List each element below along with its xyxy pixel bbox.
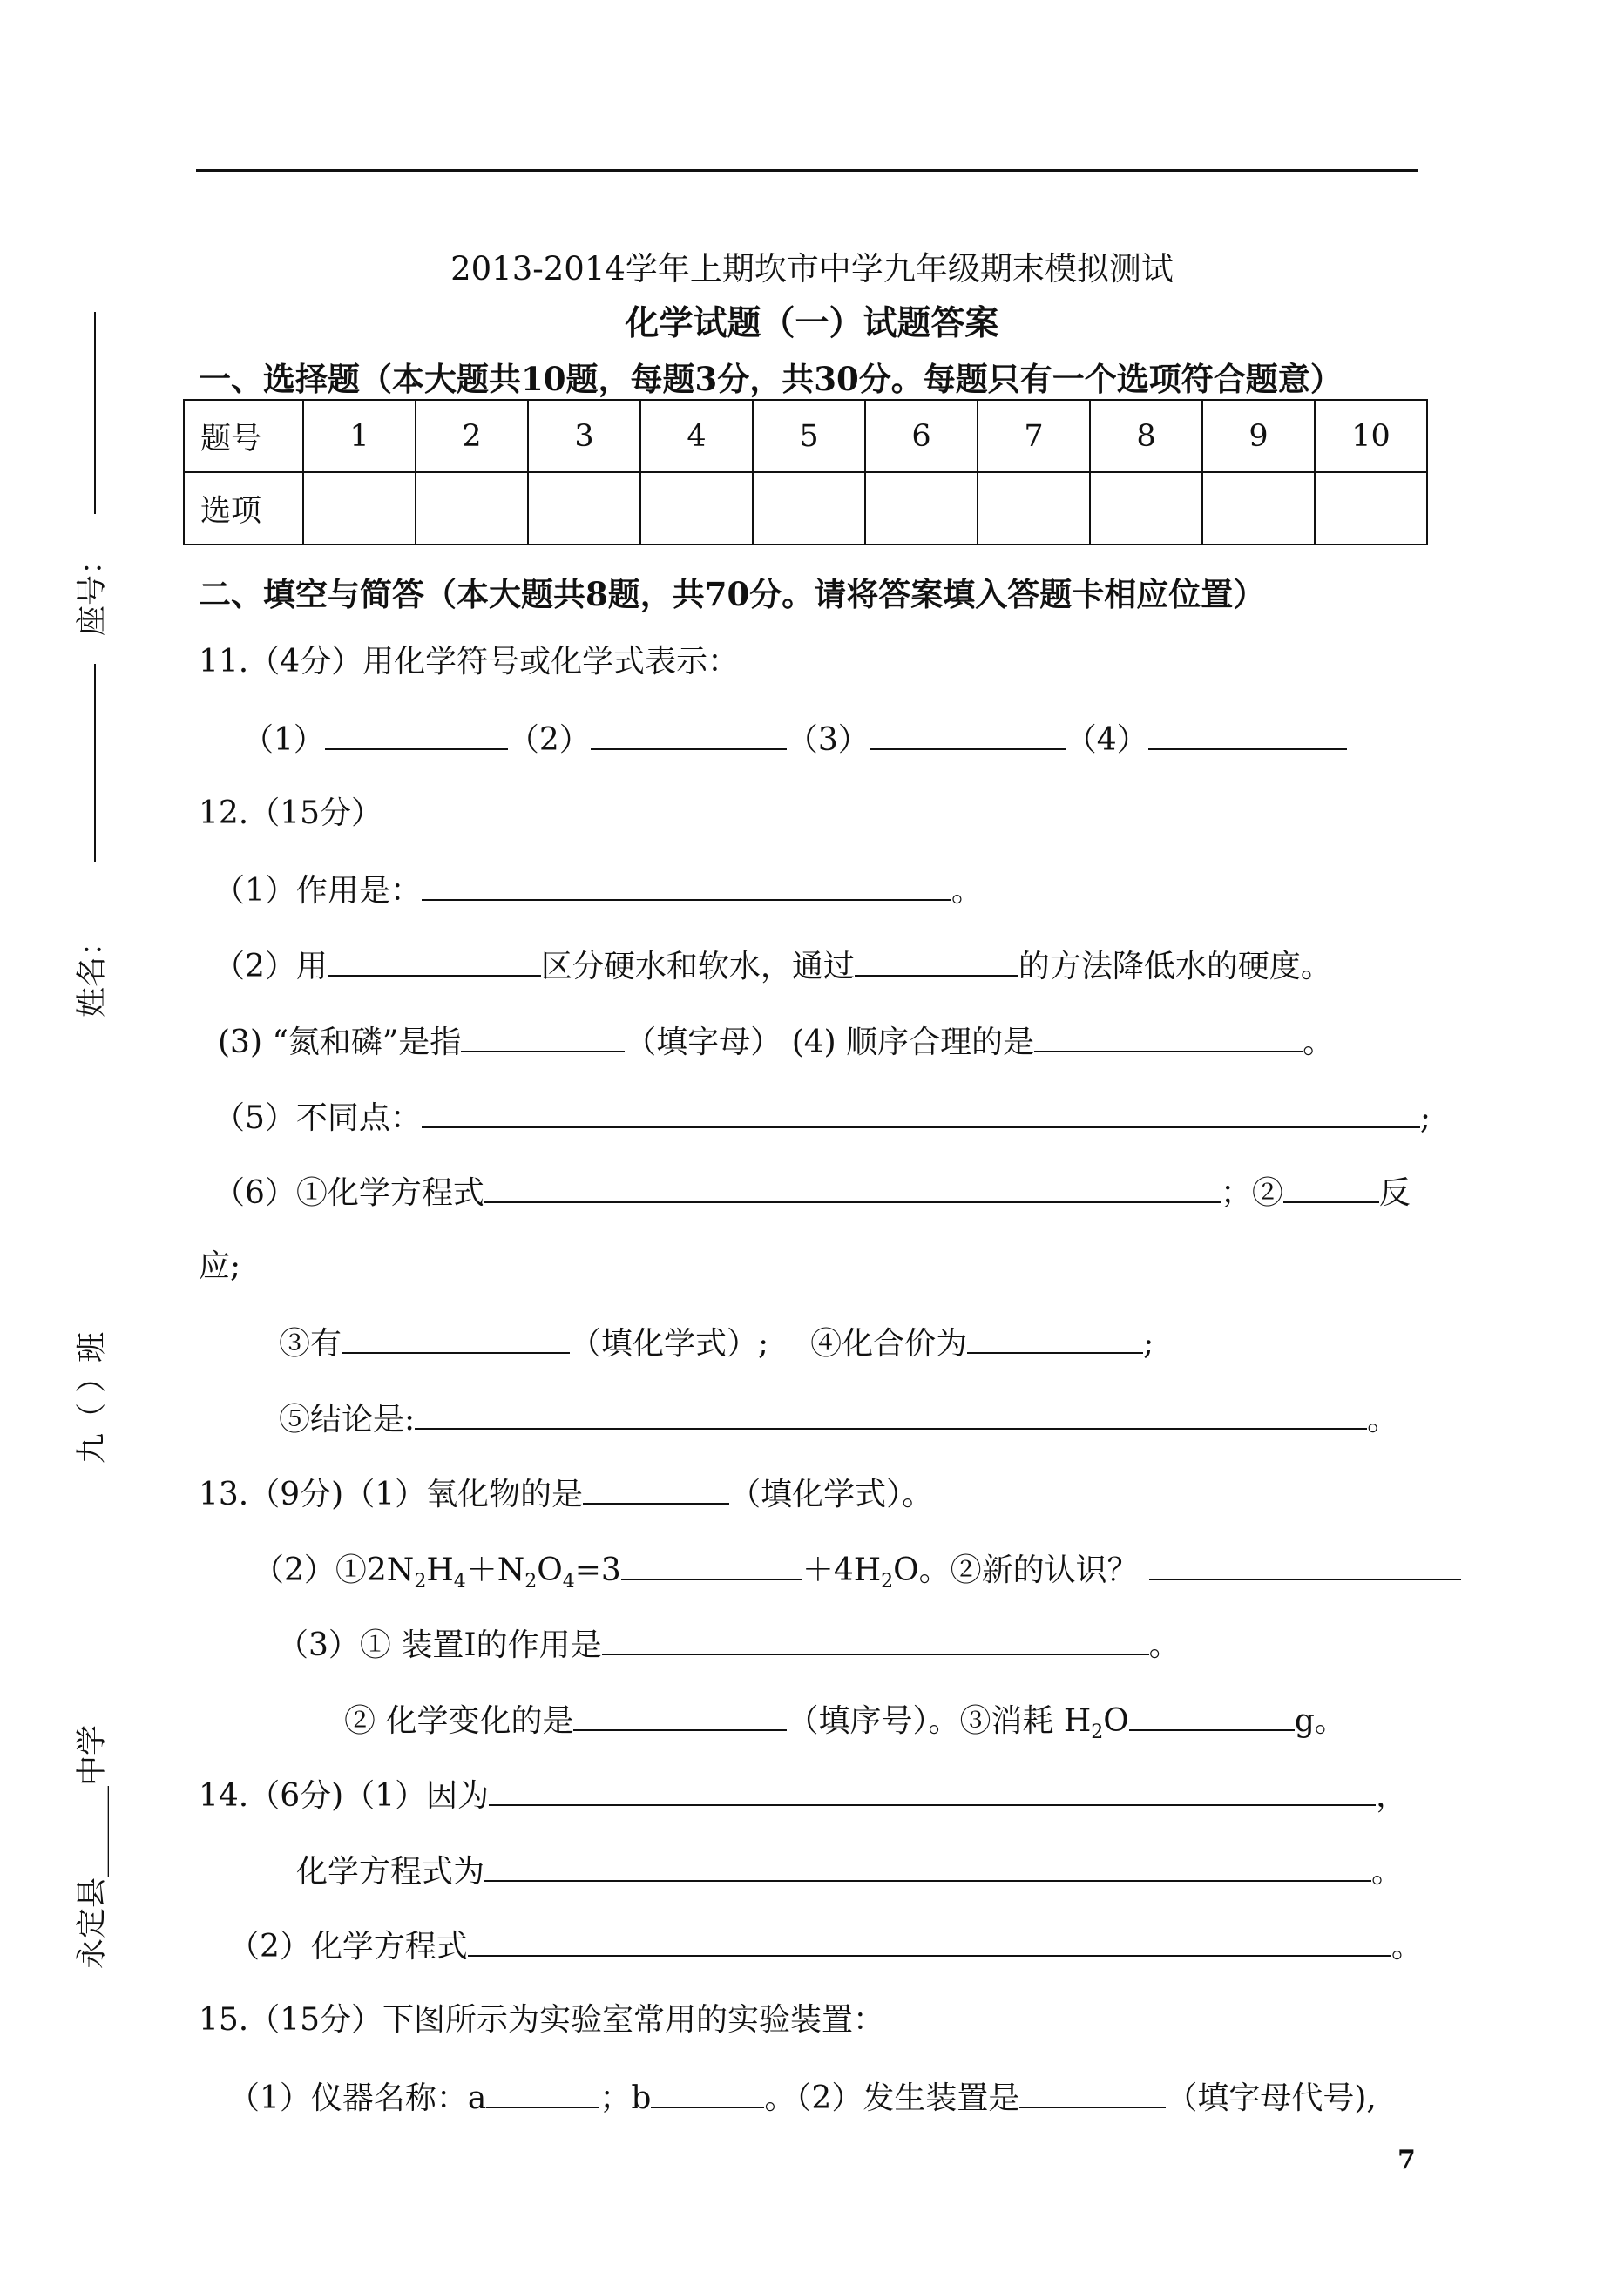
q13-blank-6[interactable] — [1129, 1700, 1295, 1731]
answer-cell[interactable] — [865, 472, 978, 545]
col-number: 4 — [640, 400, 753, 472]
text: （2）①2N — [253, 1552, 415, 1588]
q12-line8 — [279, 1398, 1398, 1439]
q15-stem: 15.（15分）下图所示为实验室常用的实验装置： — [199, 2002, 885, 2038]
q12-line3 — [218, 1021, 1334, 1062]
q12-line5 — [213, 1097, 1431, 1138]
q12-blank-9[interactable] — [342, 1322, 570, 1354]
q11-label-3: （3） — [786, 722, 870, 758]
text: ＋4H — [802, 1552, 882, 1588]
text: 。 — [1371, 1854, 1404, 1890]
section2-heading: 二、填空与简答（本大题共8题，共70分。请将答案填入答题卡相应位置） — [199, 575, 1266, 613]
q12-line6 — [213, 1172, 1411, 1213]
text: （2）用 — [213, 949, 328, 984]
q12-blank-11[interactable] — [415, 1398, 1367, 1430]
q14-line3 — [228, 1925, 1423, 1966]
text: 。 — [1303, 1025, 1335, 1060]
text: O。②新的认识？ — [893, 1552, 1139, 1588]
q12-blank-7[interactable] — [484, 1172, 1221, 1203]
answer-cell[interactable] — [303, 472, 416, 545]
q12-blank-1[interactable] — [422, 869, 951, 901]
text: (3) “氮和磷”是指 — [218, 1025, 462, 1060]
exam-title: 2013-2014学年上期坎市中学九年级期末模拟测试 — [450, 250, 1174, 287]
text: 反 — [1378, 1175, 1411, 1211]
q13-blank-1[interactable] — [583, 1473, 729, 1505]
text: ② 化学变化的是 — [344, 1703, 574, 1739]
text: 。 — [1148, 1627, 1181, 1663]
text: ; — [1419, 1100, 1431, 1136]
q14-line2 — [296, 1850, 1403, 1891]
text: ， — [1376, 1778, 1408, 1814]
col-number: 2 — [416, 400, 528, 472]
q14-blank-3[interactable] — [468, 1925, 1391, 1957]
text: 14.（6分)（1）因为 — [199, 1778, 490, 1814]
text: （填化学式）; — [570, 1326, 769, 1362]
text: ；b — [599, 2080, 652, 2116]
q13-blank-4[interactable] — [602, 1624, 1149, 1655]
name-label: 姓名： — [75, 925, 110, 1018]
subscript: 2 — [524, 1571, 538, 1593]
subscript: 2 — [881, 1571, 894, 1593]
row-label-number: 题号 — [184, 400, 303, 472]
text: （5）不同点： — [213, 1100, 422, 1136]
text: 的方法降低水的硬度。 — [1018, 949, 1332, 984]
col-number: 5 — [753, 400, 865, 472]
section1-heading: 一、选择题（本大题共10题，每题3分，共30分。每题只有一个选项符合题意） — [199, 360, 1343, 398]
q15-blank-2[interactable] — [651, 2077, 764, 2108]
col-number: 3 — [528, 400, 640, 472]
answer-cell[interactable] — [640, 472, 753, 545]
q12-blank-8[interactable] — [1283, 1172, 1379, 1203]
page-number: 7 — [1397, 2145, 1416, 2175]
text: （填化学式）。 — [729, 1477, 934, 1512]
q15-line1 — [228, 2077, 1377, 2118]
q11-label-2: （2） — [507, 722, 591, 758]
q12-blank-10[interactable] — [967, 1322, 1143, 1354]
text: （1）仪器名称：a — [228, 2080, 487, 2116]
text: O — [537, 1552, 563, 1588]
text: 。 — [951, 873, 983, 909]
answer-cell[interactable] — [416, 472, 528, 545]
text: ; — [1143, 1326, 1154, 1362]
answer-cell[interactable] — [1315, 472, 1427, 545]
q12-line6-cont: 应; — [199, 1248, 241, 1284]
subscript: 4 — [453, 1571, 466, 1593]
school-label: 永定县______中学 — [75, 1724, 110, 1969]
text: （3）① 装置Ⅰ的作用是 — [277, 1627, 602, 1663]
q12-stem: 12.（15分） — [199, 795, 383, 831]
q13-line4 — [344, 1700, 1346, 1752]
q11-stem: 11.（4分）用化学符号或化学式表示： — [199, 644, 740, 680]
answer-cell[interactable] — [753, 472, 865, 545]
seat-label: 座号： — [75, 544, 110, 636]
answer-table — [183, 399, 1428, 545]
q12-blank-2[interactable] — [328, 945, 541, 977]
text: （填字母） (4) 顺序合理的是 — [625, 1025, 1035, 1060]
text: O — [1103, 1703, 1129, 1739]
q13-blank-3[interactable] — [1149, 1549, 1461, 1580]
q11-label-1: （1） — [242, 722, 325, 758]
text: 。 — [1391, 1929, 1423, 1965]
text: （2）化学方程式 — [228, 1929, 468, 1965]
text: ＋N — [465, 1552, 525, 1588]
class-label: 九（ ）班 — [75, 1331, 110, 1464]
q11-blank-3[interactable] — [870, 719, 1066, 750]
answer-cell[interactable] — [1090, 472, 1202, 545]
text: （1）作用是： — [213, 873, 422, 909]
text: 13.（9分)（1）氧化物的是 — [199, 1477, 584, 1512]
text: 。（2）发生装置是 — [764, 2080, 1020, 2116]
header-rule — [196, 169, 1418, 172]
q12-line7 — [279, 1322, 1154, 1363]
subscript: 2 — [1091, 1721, 1104, 1744]
subscript: 4 — [562, 1571, 575, 1593]
q11-blank-4[interactable] — [1148, 719, 1347, 750]
text: ④化合价为 — [810, 1326, 968, 1362]
q15-blank-3[interactable] — [1019, 2077, 1166, 2108]
exam-subtitle: 化学试题（一）试题答案 — [625, 303, 999, 343]
q13-blank-5[interactable] — [573, 1700, 787, 1731]
col-number: 7 — [978, 400, 1090, 472]
q13-line3 — [277, 1624, 1181, 1665]
q12-line2 — [213, 945, 1332, 986]
text: 。 — [1367, 1402, 1399, 1437]
text: g。 — [1294, 1703, 1346, 1739]
q14-blank-2[interactable] — [484, 1850, 1371, 1882]
binding-line — [94, 312, 96, 514]
q15-blank-1[interactable] — [486, 2077, 599, 2108]
q14-line1 — [199, 1775, 1407, 1816]
text: ③有 — [279, 1326, 342, 1362]
text: 化学方程式为 — [296, 1854, 485, 1890]
q12-blank-3[interactable] — [855, 945, 1018, 977]
answer-cell[interactable] — [1202, 472, 1315, 545]
q12-blank-6[interactable] — [422, 1097, 1420, 1128]
col-number: 8 — [1090, 400, 1202, 472]
text: （填字母代号), — [1166, 2080, 1377, 2116]
text: =3 — [574, 1552, 621, 1588]
q11-blank-2[interactable] — [591, 719, 787, 750]
col-number: 9 — [1202, 400, 1315, 472]
col-number: 6 — [865, 400, 978, 472]
q12-line1 — [213, 869, 983, 910]
table-row — [184, 400, 1427, 472]
q11-answers — [242, 719, 1347, 760]
q13-blank-2[interactable] — [621, 1549, 802, 1580]
binding-line — [94, 664, 96, 862]
text: 区分硬水和软水，通过 — [540, 949, 855, 984]
q11-label-4: （4） — [1065, 722, 1148, 758]
q12-blank-4[interactable] — [461, 1021, 625, 1052]
text: （填序号）。③消耗 H — [787, 1703, 1092, 1739]
answer-cell[interactable] — [978, 472, 1090, 545]
answer-cell[interactable] — [528, 472, 640, 545]
text: ⑤结论是: — [279, 1402, 416, 1437]
q11-blank-1[interactable] — [325, 719, 508, 750]
q13-line2 — [253, 1549, 1461, 1601]
text: （6）①化学方程式 — [213, 1175, 484, 1211]
col-number: 10 — [1315, 400, 1427, 472]
text: ；② — [1220, 1175, 1283, 1211]
subscript: 2 — [414, 1571, 427, 1593]
row-label-option: 选项 — [184, 472, 303, 545]
col-number: 1 — [303, 400, 416, 472]
text: H — [426, 1552, 454, 1588]
q13-line1 — [199, 1473, 933, 1514]
q14-blank-1[interactable] — [489, 1775, 1376, 1806]
q12-blank-5[interactable] — [1034, 1021, 1303, 1052]
table-row — [184, 472, 1427, 545]
